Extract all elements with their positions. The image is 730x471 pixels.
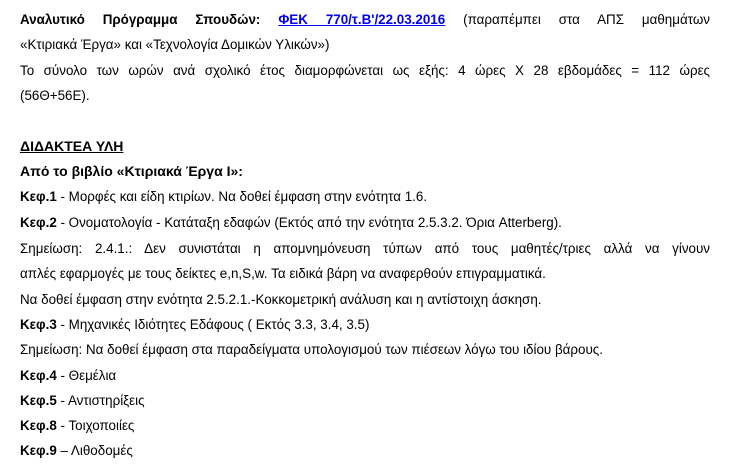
intro-line-2 — [20, 36, 710, 54]
hours-text-2: (56Θ+56Ε). — [20, 88, 90, 103]
chapter-label: Κεφ.9 — [20, 443, 57, 458]
book-title — [20, 162, 710, 180]
chapter-text: – Λιθοδομές — [56, 443, 133, 458]
note-2 — [20, 291, 710, 309]
section-title-text: ΔΙΔΑΚΤΕΑ ΥΛΗ — [20, 138, 124, 154]
hours-line-2 — [20, 87, 710, 105]
book-title-text: Από το βιβλίο «Κτιριακά Έργα Ι»: — [20, 163, 243, 179]
intro-line-1 — [20, 11, 710, 29]
section-title — [20, 137, 710, 155]
chapter-text: - Μορφές και είδη κτιρίων. Να δοθεί έμφαση στην ενότητα 1.6. — [56, 189, 428, 204]
chapter-text: - Θεμέλια — [56, 368, 117, 383]
note-text: Σημείωση: 2.4.1.: Δεν συνιστάται η απομνημόνευση τύπων από τους μαθητές/τριες αλλά να γίνουν — [20, 241, 710, 256]
note-1-line-1 — [20, 240, 710, 258]
chapter-text: - Μηχανικές Ιδιότητες Εδάφους ( Εκτός 3.3, 3.4, 3.5) — [56, 317, 370, 332]
curriculum-label: Αναλυτικό Πρόγραμμα Σπουδών: — [20, 12, 261, 27]
chapter-8 — [20, 417, 710, 435]
note-3 — [20, 341, 710, 359]
chapter-label: Κεφ.1 — [20, 189, 57, 204]
intro-paren-close: «Κτιριακά Έργα» και «Τεχνολογία Δομικών Υλικών») — [20, 37, 330, 52]
hours-line-1 — [20, 62, 710, 80]
chapter-label: Κεφ.4 — [20, 368, 57, 383]
chapter-3 — [20, 316, 710, 334]
chapter-text: - Αντιστηρίξεις — [56, 393, 145, 408]
note-text: Σημείωση: Να δοθεί έμφαση στα παραδείγματα υπολογισμού των πιέσεων λόγω του ιδίου βάρους. — [20, 342, 603, 357]
note-text: Να δοθεί έμφαση στην ενότητα 2.5.2.1.-Κοκκομετρική ανάλυση και η αντίστοιχη άσκηση. — [20, 292, 542, 307]
chapter-1 — [20, 188, 710, 206]
chapter-label: Κεφ.5 — [20, 393, 57, 408]
chapter-text: - Ονοματολογία - Κατάταξη εδαφών (Εκτός από την ενότητα 2.5.3.2. Όρια Atterberg). — [56, 215, 562, 230]
chapter-label: Κεφ.8 — [20, 418, 57, 433]
chapter-4 — [20, 367, 710, 385]
note-text: απλές εφαρμογές με τους δείκτες e,n,S,w. Τα ειδικά βάρη να αναφερθούν επιγραμματικά. — [20, 266, 546, 281]
chapter-9 — [20, 442, 710, 460]
chapter-label: Κεφ.2 — [20, 215, 57, 230]
chapter-5 — [20, 392, 710, 410]
chapter-text: - Τοιχοποιίες — [56, 418, 135, 433]
chapter-label: Κεφ.3 — [20, 317, 57, 332]
fek-link[interactable]: ΦΕΚ 770/τ.Β'/22.03.2016 — [278, 12, 446, 27]
hours-text: Το σύνολο των ωρών ανά σχολικό έτος διαμορφώνεται ως εξής: 4 ώρες Χ 28 εβδομάδες = 112 ώρες — [20, 63, 710, 78]
intro-paren-open: (παραπέμπει στα ΑΠΣ μαθημάτων — [463, 12, 710, 27]
note-1-line-2 — [20, 265, 710, 283]
chapter-2 — [20, 214, 710, 232]
